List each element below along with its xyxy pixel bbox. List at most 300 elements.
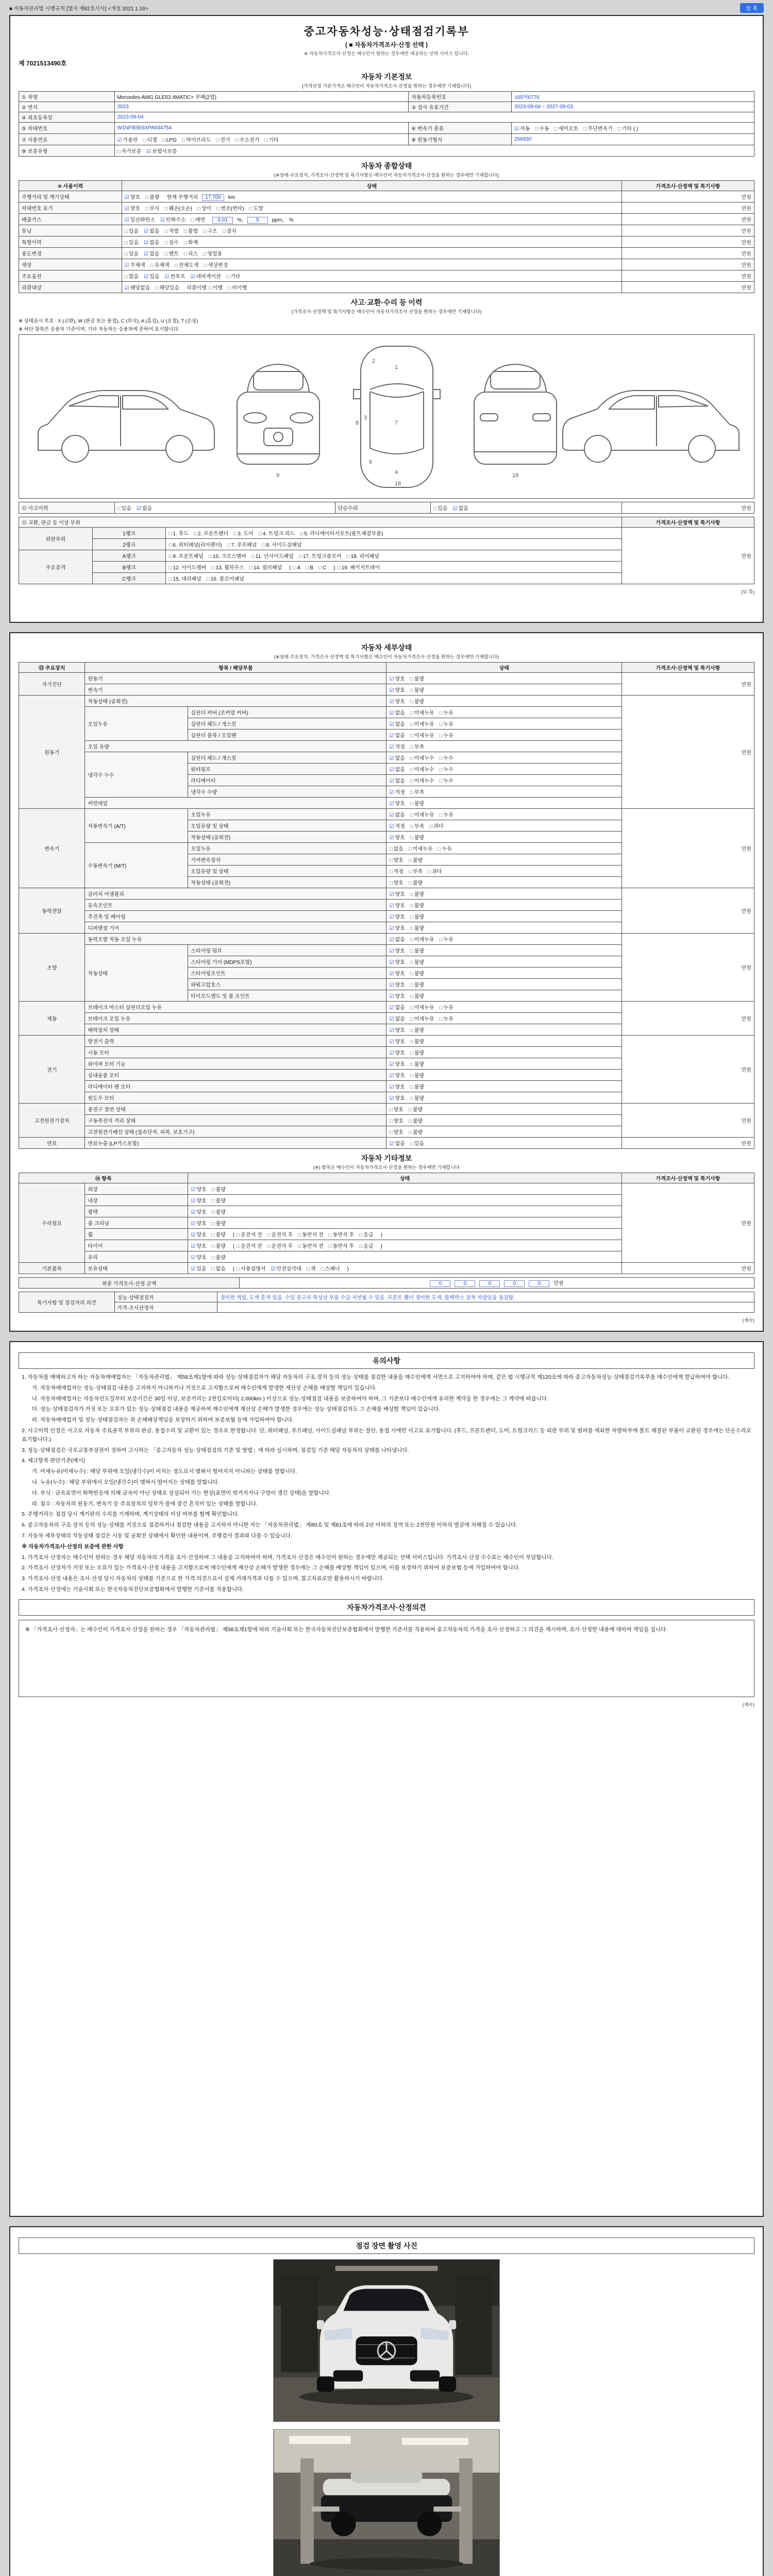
checkbox-불량[interactable]: □ 불량: [410, 835, 425, 841]
checkbox-양호[interactable]: ☑ 양호: [389, 994, 405, 999]
checkbox-양호[interactable]: ☑ 양호: [389, 1073, 405, 1079]
checkbox-없음[interactable]: ☑ 없음: [389, 710, 405, 716]
checkbox-있음[interactable]: □ 있음: [117, 506, 131, 512]
checkbox-양호[interactable]: ☑ 양호: [191, 1210, 207, 1215]
checkbox-양호[interactable]: ☑ 양호: [191, 1198, 207, 1204]
checkbox-스패너[interactable]: □ 스패너: [321, 1266, 340, 1272]
checkbox-양호[interactable]: □ 양호: [389, 858, 404, 863]
checkbox-5. 라디에이터서포트(볼트체결부품)[interactable]: □ 5. 라디에이터서포트(볼트체결부품): [300, 531, 383, 537]
entered-value[interactable]: 0: [455, 1280, 475, 1287]
options-cell: [386, 1036, 622, 1047]
checkbox-양호[interactable]: □ 양호: [389, 880, 404, 886]
mixed-cell: [122, 259, 621, 270]
checkbox-동반석 후[interactable]: □ 동반석 후: [328, 1232, 355, 1238]
checkbox-적정[interactable]: □ 적정: [389, 869, 404, 875]
field-label: 윈도우 모터: [85, 1092, 386, 1104]
checkbox-불량[interactable]: □ 불량: [410, 971, 425, 977]
field-label: 가격·조사산정자: [114, 1302, 217, 1313]
entered-value[interactable]: 0: [504, 1280, 525, 1287]
checkbox-양호[interactable]: ☑ 양호: [389, 688, 405, 693]
checkbox-누유[interactable]: □ 누유: [439, 722, 453, 727]
empty-box-icon: □: [235, 138, 239, 143]
empty-box-icon: □: [439, 1005, 443, 1011]
checkbox-10. 크로스멤버[interactable]: □ 10. 크로스멤버: [208, 554, 246, 560]
empty-box-icon: □: [226, 274, 229, 280]
checkbox-없음[interactable]: ☑ 없음: [389, 1141, 405, 1147]
checkbox-상이[interactable]: □ 상이: [197, 206, 212, 212]
checked-box-icon: ☑: [191, 1266, 196, 1272]
checkbox-없음[interactable]: □ 없음: [211, 1266, 226, 1272]
checkbox-1. 후드[interactable]: □ 1. 후드: [169, 531, 189, 537]
checkbox-양호[interactable]: ☑ 양호: [124, 206, 141, 212]
table-row: [19, 134, 754, 145]
checkbox-양호[interactable]: ☑ 양호: [389, 1039, 405, 1045]
empty-box-icon: □: [306, 1266, 310, 1272]
price-cell: 만원: [622, 502, 754, 514]
checkbox-불량[interactable]: □ 불량: [410, 1073, 425, 1079]
field-label: 리콜대상: [19, 282, 122, 293]
checkbox-해당있음[interactable]: □ 해당있음: [155, 285, 180, 291]
checkbox-자동[interactable]: ☑ 자동: [514, 126, 530, 132]
field-label: ③ 검사 유효기간: [409, 102, 512, 112]
checkbox-장치[interactable]: □ 장치: [222, 229, 237, 234]
checkbox-일산화탄소[interactable]: ☑ 일산화탄소: [124, 217, 156, 223]
checkbox-전기[interactable]: □ 전기: [216, 138, 230, 143]
checkbox-4. 트렁크 리드[interactable]: □ 4. 트렁크 리드: [258, 531, 295, 537]
checkbox-잭[interactable]: □ 잭: [306, 1266, 316, 1272]
empty-box-icon: □: [233, 531, 237, 537]
section-note-overall: (※상태·주요장치, 가격조사·산정액 및 특기사항은 매수인이 자동차가격조사·산정을 원하는 경우에만 기재합니다): [274, 173, 499, 178]
checkbox-기타[interactable]: □ 기타: [226, 274, 241, 280]
checkbox-양호[interactable]: ☑ 양호: [191, 1244, 207, 1249]
checkbox-부족[interactable]: □ 부족: [408, 869, 423, 875]
car-rear-view: [474, 364, 557, 479]
checkbox-해당없음[interactable]: ☑ 해당없음: [124, 285, 150, 291]
checkbox-부족[interactable]: □ 부족: [410, 824, 425, 829]
checkbox-불량[interactable]: □ 불량: [410, 948, 425, 954]
document-number: 제 7021513490호: [19, 60, 67, 67]
options-cell: [188, 1183, 622, 1195]
checkbox-과다[interactable]: □ 과다: [428, 869, 442, 875]
field-label: 원동기: [19, 696, 85, 809]
empty-box-icon: □: [410, 1028, 413, 1033]
checkbox-전체도색[interactable]: □ 전체도색: [174, 263, 199, 268]
checkbox-불량[interactable]: □ 불량: [408, 858, 423, 863]
checkbox-수소전기[interactable]: □ 수소전기: [235, 138, 260, 143]
checkbox-누유[interactable]: □ 누유: [439, 937, 453, 943]
checkbox-수동[interactable]: □ 수동: [535, 126, 549, 132]
checkbox-불량[interactable]: □ 불량: [410, 1050, 425, 1056]
checkbox-누유[interactable]: □ 누유: [439, 1005, 453, 1011]
checkbox-있음[interactable]: □ 있음: [124, 251, 139, 257]
field-label: 오일누유: [85, 707, 188, 741]
checked-box-icon: ☑: [124, 263, 129, 268]
checkbox-구조[interactable]: □ 구조: [203, 229, 217, 234]
checkbox-운전석 후[interactable]: □ 운전석 후: [267, 1244, 293, 1249]
empty-box-icon: □: [410, 778, 413, 784]
checkbox-19. 패키지트레이[interactable]: □ 19. 패키지트레이: [337, 565, 380, 571]
options-cell: [386, 1047, 622, 1058]
checkbox-양호[interactable]: ☑ 양호: [389, 1096, 405, 1101]
empty-box-icon: □: [208, 554, 212, 560]
checkbox-양호[interactable]: ☑ 양호: [389, 903, 405, 909]
checkbox-있음[interactable]: ☑ 있음: [144, 274, 160, 280]
field-label: 실내송풍 모터: [85, 1070, 386, 1081]
field-label: 오일누유: [188, 809, 386, 820]
checkbox-하이브리드[interactable]: □ 하이브리드: [181, 138, 211, 143]
empty-box-icon: □: [439, 778, 443, 784]
checkbox-양호[interactable]: □ 양호: [389, 1118, 404, 1124]
table-row: [19, 248, 754, 259]
options-cell: [386, 1126, 622, 1138]
checkbox-미세누유[interactable]: □ 미세누유: [410, 710, 434, 716]
checkbox-운전석 전[interactable]: □ 운전석 전: [237, 1232, 262, 1238]
checkbox-불량[interactable]: □ 불량: [410, 699, 425, 705]
checkbox-불량[interactable]: □ 불량: [408, 1118, 423, 1124]
checkbox-양호[interactable]: ☑ 양호: [389, 1028, 405, 1033]
empty-box-icon: □: [124, 251, 128, 257]
options-cell: [386, 990, 622, 1002]
empty-box-icon: □: [410, 971, 413, 977]
checkbox-양호[interactable]: ☑ 양호: [389, 699, 405, 705]
table-row: [19, 191, 754, 202]
checkbox-없음[interactable]: ☑ 없음: [389, 812, 405, 818]
checkbox-없음[interactable]: ☑ 없음: [389, 756, 405, 761]
checkbox-불량[interactable]: □ 불량: [211, 1210, 226, 1215]
checkbox-미세누수[interactable]: □ 미세누수: [410, 767, 434, 773]
car-side-view-left: [38, 391, 214, 462]
checkbox-양호[interactable]: ☑ 양호: [191, 1232, 207, 1238]
checkbox-17. 트렁크플로어[interactable]: □ 17. 트렁크플로어: [298, 554, 342, 560]
checkbox-누수[interactable]: □ 누수: [439, 778, 453, 784]
checkbox-없음[interactable]: ☑ 없음: [389, 778, 405, 784]
options-cell: [386, 775, 622, 786]
field-label: 추진축 및 베어링: [85, 911, 386, 922]
checkbox-A[interactable]: □ A: [293, 565, 301, 571]
checked-box-icon: ☑: [389, 812, 394, 818]
checkbox-양호[interactable]: □ 양호: [389, 1130, 404, 1136]
checkbox-자가보증[interactable]: □ 자가보증: [117, 149, 142, 155]
checkbox-불량[interactable]: □ 불량: [410, 1096, 425, 1101]
entered-value[interactable]: 17,700: [202, 194, 224, 201]
checked-box-icon: ☑: [389, 733, 394, 739]
field-label: 시동 모터: [85, 1047, 386, 1058]
checkbox-불량[interactable]: □ 불량: [410, 926, 425, 931]
checkbox-양호[interactable]: ☑ 양호: [389, 892, 405, 897]
checkbox-양호[interactable]: ☑ 양호: [191, 1255, 207, 1261]
empty-box-icon: □: [408, 858, 412, 863]
field-label: ⑫ 교환, 판금 등 이상 부위: [19, 517, 622, 528]
checkbox-있음[interactable]: ☑ 있음: [191, 1266, 207, 1272]
empty-box-icon: □: [439, 733, 443, 739]
checkbox-무단변속기[interactable]: □ 무단변속기: [583, 126, 613, 132]
checkbox-매연[interactable]: □ 매연: [191, 217, 206, 223]
checkbox-변조(변타)[interactable]: □ 변조(변타): [216, 206, 244, 212]
checkbox-불량[interactable]: □ 불량: [410, 1084, 425, 1090]
form-subtitle-note: ※ 자동차가격조사·산정은 매수인이 원하는 경우에만 제공하는 선택 서비스 입니다.: [304, 51, 469, 56]
checkbox-불량[interactable]: □ 불량: [145, 195, 160, 200]
checkbox-썬루프[interactable]: ☑ 썬루프: [164, 274, 186, 280]
checkbox-12. 사이드멤버[interactable]: □ 12. 사이드멤버: [169, 565, 207, 571]
options-cell: [386, 1070, 622, 1081]
checkbox-미이행[interactable]: □ 미이행: [228, 285, 247, 291]
checkbox-3. 도어[interactable]: □ 3. 도어: [233, 531, 254, 537]
options-cell: [386, 798, 622, 809]
checkbox-미세누수[interactable]: □ 미세누수: [410, 778, 434, 784]
checkbox-14. 필러패널[interactable]: □ 14. 필러패널: [249, 565, 282, 571]
checkbox-양호[interactable]: ☑ 양호: [389, 1084, 405, 1090]
empty-box-icon: □: [117, 149, 121, 155]
checkbox-무채색[interactable]: ☑ 무채색: [124, 263, 145, 268]
checkbox-불량[interactable]: □ 불량: [410, 1062, 425, 1067]
checkbox-있음[interactable]: □ 있음: [124, 240, 139, 246]
checkbox-있음[interactable]: □ 있음: [410, 1141, 425, 1147]
checkbox-운전석 후[interactable]: □ 운전석 후: [267, 1232, 293, 1238]
checkbox-불량[interactable]: □ 불량: [410, 688, 425, 693]
checkbox-과다[interactable]: □ 과다: [429, 824, 444, 829]
checkbox-양호[interactable]: ☑ 양호: [389, 982, 405, 988]
checkbox-동반석 후[interactable]: □ 동반석 후: [328, 1244, 355, 1249]
checkbox-불량[interactable]: □ 불량: [410, 994, 425, 999]
entered-value[interactable]: 5: [247, 217, 268, 224]
checkbox-렌트[interactable]: □ 렌트: [164, 251, 179, 257]
checkbox-양호[interactable]: □ 양호: [389, 1107, 404, 1113]
checkbox-없음[interactable]: ☑ 없음: [389, 722, 405, 727]
empty-box-icon: □: [249, 206, 253, 212]
checkbox-없음[interactable]: ☑ 없음: [389, 733, 405, 739]
checkbox-양호[interactable]: ☑ 양호: [191, 1221, 207, 1227]
checkbox-도말[interactable]: □ 도말: [249, 206, 263, 212]
checkbox-없음[interactable]: ☑ 없음: [136, 506, 153, 512]
checkbox-불량[interactable]: □ 불량: [211, 1221, 226, 1227]
checkbox-미세누수[interactable]: □ 미세누수: [410, 756, 434, 761]
checkbox-침수[interactable]: □ 침수: [164, 240, 179, 246]
svg-text:18: 18: [395, 481, 401, 487]
checkbox-가솔린[interactable]: ☑ 가솔린: [117, 138, 138, 143]
checkbox-불량[interactable]: □ 불량: [410, 1028, 425, 1033]
checkbox-사용설명서[interactable]: □ 사용설명서: [237, 1266, 266, 1272]
checkbox-양호[interactable]: ☑ 양호: [389, 914, 405, 920]
field-label: 자동변속기 (A/T): [85, 809, 188, 843]
checkbox-LPG[interactable]: □ LPG: [162, 138, 177, 143]
checkbox-15. 대쉬패널[interactable]: □ 15. 대쉬패널: [169, 577, 201, 582]
checkbox-적법[interactable]: □ 적법: [164, 229, 179, 234]
checkbox-적정[interactable]: ☑ 적정: [389, 824, 405, 829]
empty-box-icon: □: [410, 1039, 413, 1045]
checkbox-유채색[interactable]: □ 유채색: [150, 263, 170, 268]
checkbox-7. 루프패널[interactable]: □ 7. 루프패널: [227, 543, 257, 548]
checkbox-불량[interactable]: □ 불량: [211, 1244, 226, 1249]
checked-box-icon: ☑: [389, 1062, 394, 1067]
checkbox-응급[interactable]: □ 응급: [359, 1232, 374, 1238]
checkbox-리스[interactable]: □ 리스: [183, 251, 198, 257]
checkbox-양호[interactable]: ☑ 양호: [389, 676, 405, 682]
checkbox-이행[interactable]: □ 이행: [208, 285, 223, 291]
table-row: [19, 1002, 754, 1013]
checked-box-icon: ☑: [389, 892, 394, 897]
checkbox-양호[interactable]: ☑ 양호: [389, 1062, 405, 1067]
checkbox-불량[interactable]: □ 불량: [410, 960, 425, 965]
checkbox-불량[interactable]: □ 불량: [211, 1232, 226, 1238]
checkbox-불량[interactable]: □ 불량: [408, 1107, 423, 1113]
checkbox-없음[interactable]: ☑ 없음: [389, 937, 405, 943]
entered-value[interactable]: 0: [479, 1280, 500, 1287]
checkbox-불량[interactable]: □ 불량: [211, 1255, 226, 1261]
checkbox-미세누유[interactable]: □ 미세누유: [410, 937, 434, 943]
field-label: 라디에이터 팬 모터: [85, 1081, 386, 1092]
checkbox-불량[interactable]: □ 불량: [408, 1130, 423, 1136]
table-row: [19, 270, 754, 282]
checkbox-13. 휠하우스[interactable]: □ 13. 휠하우스: [211, 565, 244, 571]
checkbox-불량[interactable]: □ 불량: [410, 892, 425, 897]
checkbox-있음[interactable]: □ 있음: [124, 229, 139, 234]
field-label: 자동차등록번호: [409, 92, 512, 102]
field-value: Mercedes-AMG GLE53 4MATIC+ 쿠페(2열): [114, 92, 409, 102]
table-row: [19, 934, 754, 945]
checkbox-없음[interactable]: ☑ 없음: [452, 506, 468, 512]
checkbox-기타 ( )[interactable]: □ 기타 ( ): [617, 126, 638, 132]
options-cell: [386, 741, 622, 752]
checkbox-양호[interactable]: ☑ 양호: [389, 960, 405, 965]
price-cell: 만원: [622, 1263, 754, 1274]
checkbox-6. 쿼터패널(리어펜더)[interactable]: □ 6. 쿼터패널(리어펜더): [169, 543, 222, 548]
checkbox-양호[interactable]: ☑ 양호: [389, 971, 405, 977]
checkbox-부식[interactable]: □ 부식: [145, 206, 160, 212]
empty-box-icon: □: [169, 554, 172, 560]
checkbox-없음[interactable]: ☑ 없음: [389, 1005, 405, 1011]
checkbox-불량[interactable]: □ 불량: [410, 676, 425, 682]
mixed-cell: [122, 225, 621, 236]
checkbox-불량[interactable]: □ 불량: [410, 903, 425, 909]
checkbox-누유[interactable]: □ 누유: [439, 1016, 453, 1022]
table-row: [19, 502, 754, 514]
checkbox-누유[interactable]: □ 누유: [439, 812, 453, 818]
checkbox-양호[interactable]: ☑ 양호: [389, 926, 405, 931]
checkbox-9. 프론트패널[interactable]: □ 9. 프론트패널: [169, 554, 204, 560]
checkbox-화재[interactable]: □ 화재: [183, 240, 198, 246]
checkbox-불량[interactable]: □ 불량: [211, 1198, 226, 1204]
checkbox-세미오토[interactable]: □ 세미오토: [554, 126, 579, 132]
checkbox-적정[interactable]: ☑ 적정: [389, 790, 405, 795]
checkbox-불량[interactable]: □ 불량: [410, 982, 425, 988]
checkbox-미세누유[interactable]: □ 미세누유: [410, 733, 434, 739]
checkbox-없음[interactable]: □ 없음: [389, 846, 404, 852]
table-row: [19, 102, 754, 112]
checkbox-없음[interactable]: ☑ 없음: [389, 767, 405, 773]
checkbox-기타[interactable]: □ 기타: [264, 138, 279, 143]
entered-value[interactable]: 0: [430, 1280, 450, 1287]
checkbox-불법[interactable]: □ 불법: [183, 229, 198, 234]
checkbox-양호[interactable]: ☑ 양호: [389, 835, 405, 841]
checkbox-응급[interactable]: □ 응급: [359, 1244, 374, 1249]
entered-value[interactable]: 0: [529, 1280, 549, 1287]
checkbox-부족[interactable]: □ 부족: [410, 790, 425, 795]
options-cell: [188, 1251, 622, 1263]
checkbox-16. 플로어패널[interactable]: □ 16. 플로어패널: [206, 577, 244, 582]
checkbox-훼손(오손)[interactable]: □ 훼손(오손): [164, 206, 192, 212]
checkbox-양호[interactable]: ☑ 양호: [389, 801, 405, 807]
checkbox-색상변경[interactable]: □ 색상변경: [204, 263, 228, 268]
checkbox-없음[interactable]: ☑ 없음: [144, 240, 160, 246]
checkbox-누수[interactable]: □ 누수: [439, 767, 453, 773]
page-continue-note: (계속): [742, 1318, 754, 1323]
checkbox-불량[interactable]: □ 불량: [410, 801, 425, 807]
checkbox-탄화수소[interactable]: ☑ 탄화수소: [160, 217, 186, 223]
checkbox-없음[interactable]: ☑ 없음: [389, 1016, 405, 1022]
checkbox-없음[interactable]: ☑ 없음: [144, 251, 160, 257]
options-cell: [386, 1058, 622, 1070]
checkbox-불량[interactable]: □ 불량: [408, 880, 423, 886]
checkbox-미세누유[interactable]: □ 미세누유: [410, 1005, 434, 1011]
checkbox-안전삼각대[interactable]: ☑ 안전삼각대: [271, 1266, 301, 1272]
options-cell: [114, 145, 754, 157]
empty-box-icon: □: [410, 812, 413, 818]
checkbox-누유[interactable]: □ 누유: [438, 846, 452, 852]
checkbox-미세누유[interactable]: □ 미세누유: [410, 1016, 434, 1022]
empty-box-icon: □: [410, 926, 413, 931]
field-label: 외판부위: [19, 528, 93, 550]
checkbox-8. 사이드실패널[interactable]: □ 8. 사이드실패널: [262, 543, 302, 548]
car-top-view: [354, 346, 440, 487]
options-cell: [386, 956, 622, 968]
checkbox-2. 프론트펜더[interactable]: □ 2. 프론트펜더: [193, 531, 229, 537]
entered-value[interactable]: 0.01: [212, 217, 233, 224]
field-label: ① 차명: [19, 92, 115, 102]
checkbox-운전석 전[interactable]: □ 운전석 전: [237, 1244, 262, 1249]
checkbox-양호[interactable]: ☑ 양호: [389, 1050, 405, 1056]
checkbox-영업용[interactable]: □ 영업용: [203, 251, 223, 257]
checkbox-보험사보증[interactable]: ☑ 보험사보증: [146, 149, 177, 155]
checkbox-양호[interactable]: ☑ 양호: [389, 948, 405, 954]
checkbox-불량[interactable]: □ 불량: [410, 914, 425, 920]
notice-paragraph: 2. 가격조사·산정자가 거짓 또는 오류가 있는 가격조사·산정 내용을 고지함으로써 매수인에게 재산상 손해가 발생한 경우에는 그 손해를 배상할 책임이 있으며, 이를 보장하기 위하여 보증보험 등에 가입하여야 합니다.: [22, 1565, 520, 1571]
checkbox-동반석 전[interactable]: □ 동반석 전: [298, 1232, 324, 1238]
inline-text: (: [289, 565, 291, 571]
notice-paragraph: 가. 미세누유(미세누수) : 해당 부위에 오일(냉각수)이 비치는 정도로서 맺혀서 떨어지지 아니하는 상태를 말합니다.: [32, 1468, 297, 1475]
checkbox-적정[interactable]: ☑ 적정: [389, 744, 405, 750]
empty-box-icon: □: [389, 846, 393, 852]
notice-title: 유의사항: [19, 1352, 754, 1369]
checkbox-네비게이션[interactable]: ☑ 네비게이션: [190, 274, 221, 280]
checkbox-11. 인사이드패널[interactable]: □ 11. 인사이드패널: [251, 554, 294, 560]
checkbox-누수[interactable]: □ 누수: [439, 756, 453, 761]
checkbox-C[interactable]: □ C: [318, 565, 327, 571]
checkbox-미세누유[interactable]: □ 미세누유: [408, 846, 433, 852]
checkbox-디젤[interactable]: □ 디젤: [143, 138, 157, 143]
field-label: 워터펌프: [188, 764, 386, 775]
checkbox-B[interactable]: □ B: [306, 565, 313, 571]
checkbox-불량[interactable]: □ 불량: [410, 1039, 425, 1045]
checkbox-있음[interactable]: □ 있음: [433, 506, 448, 512]
checkbox-동반석 전[interactable]: □ 동반석 전: [298, 1244, 324, 1249]
checkbox-양호[interactable]: ☑ 양호: [191, 1187, 207, 1193]
checkbox-양호[interactable]: ☑ 양호: [124, 195, 141, 200]
checkbox-없음[interactable]: ☑ 없음: [144, 229, 160, 234]
price-cell: 만원: [622, 673, 754, 696]
accident-legend-symbols: ※ 상태표시 부호 : X (교환), W (판금 또는 용접), C (부식), A (흠집), U (요철), T (손상): [19, 318, 198, 324]
checkbox-불량[interactable]: □ 불량: [211, 1187, 226, 1193]
field-label: 외장: [85, 1183, 188, 1195]
checkbox-18. 리어패널[interactable]: □ 18. 리어패널: [346, 554, 379, 560]
checkbox-미세누유[interactable]: □ 미세누유: [410, 812, 434, 818]
checkbox-부족[interactable]: □ 부족: [410, 744, 425, 750]
checkbox-누유[interactable]: □ 누유: [439, 710, 453, 716]
checkbox-미세누유[interactable]: □ 미세누유: [410, 722, 434, 727]
page-badge[interactable]: 앞 쪽: [740, 3, 764, 13]
field-value: 경미한 찍힘, 도색 흔적 있음. 수입 중고차 특성상 부품 수급 지연될 수 있음. 프론트 휀더 경미한 도색, 블랙박스 장착 차량임을 점검함.: [217, 1292, 754, 1302]
checkbox-누유[interactable]: □ 누유: [439, 733, 453, 739]
checkbox-없음[interactable]: □ 없음: [124, 274, 139, 280]
